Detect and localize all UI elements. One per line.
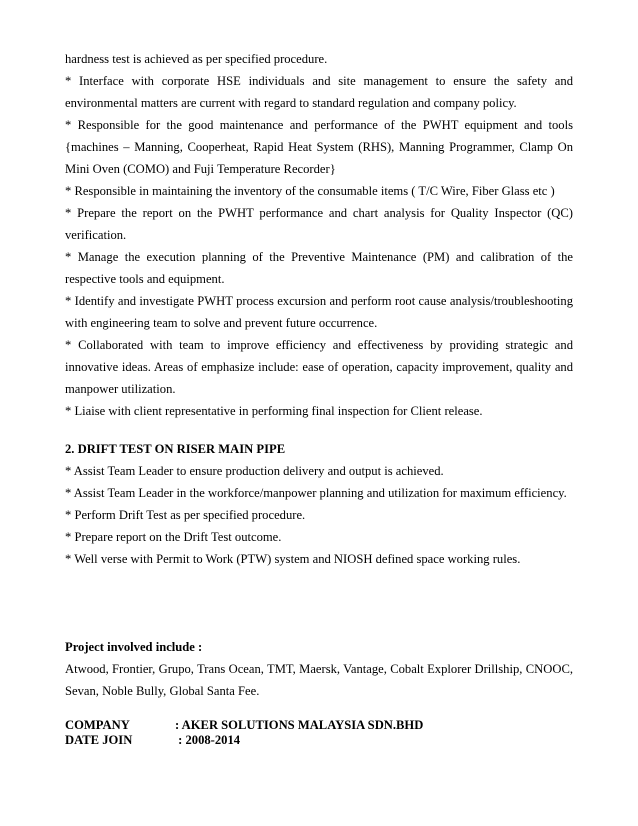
company-row	[65, 718, 573, 733]
section1-bullet: * Prepare the report on the PWHT performance and chart analysis for Quality Inspector (QC) verification.	[65, 206, 573, 242]
section2-heading: 2. DRIFT TEST ON RISER MAIN PIPE	[65, 442, 286, 456]
intro-line: hardness test is achieved as per specified procedure.	[65, 52, 328, 66]
company-label: COMPANY	[65, 718, 130, 732]
section1-bullet: * Responsible in maintaining the inventory of the consumable items ( T/C Wire, Fiber Glass etc )	[65, 184, 555, 198]
section1-bullet: * Identify and investigate PWHT process excursion and perform root cause analysis/troubleshooting with engineering team to solve and prevent future occurrence.	[65, 294, 573, 330]
section2-bullet: * Prepare report on the Drift Test outcome.	[65, 530, 282, 544]
date-join-value: : 2008-2014	[175, 733, 241, 747]
section1-bullet: * Manage the execution planning of the Preventive Maintenance (PM) and calibration of the respective tools and equipment.	[65, 250, 573, 286]
section1-bullet: * Liaise with client representative in performing final inspection for Client release.	[65, 404, 483, 418]
section2-bullet: * Perform Drift Test as per specified procedure.	[65, 508, 306, 522]
section1-bullet-list	[65, 70, 573, 422]
section2-bullet: * Well verse with Permit to Work (PTW) system and NIOSH defined space working rules.	[65, 552, 521, 566]
section1-bullet: * Interface with corporate HSE individuals and site management to ensure the safety and environmental matters are current with regard to standard regulation and company policy.	[65, 74, 573, 110]
section1-bullet: * Responsible for the good maintenance and performance of the PWHT equipment and tools {machines – Manning, Cooperheat, Rapid Heat System (RHS), Manning Programmer, Clamp On Mini Oven (COMO) and Fuji Temperature Recorder}	[65, 118, 573, 176]
section2-bullet: * Assist Team Leader in the workforce/manpower planning and utilization for maximum efficiency.	[65, 486, 567, 500]
date-join-row	[65, 733, 573, 748]
projects-heading: Project involved include :	[65, 640, 203, 654]
section2-bullet-list	[65, 460, 573, 570]
projects-text: Atwood, Frontier, Grupo, Trans Ocean, TMT, Maersk, Vantage, Cobalt Explorer Drillship, CNOOC, Sevan, Noble Bully, Global Santa Fee.	[65, 662, 573, 698]
date-join-label: DATE JOIN	[65, 733, 133, 747]
document-page	[65, 48, 573, 748]
section1-bullet: * Collaborated with team to improve efficiency and effectiveness by providing strategic and innovative ideas. Areas of emphasize include: ease of operation, capacity improvement, quality and manpower utilization.	[65, 338, 573, 396]
section2-bullet: * Assist Team Leader to ensure production delivery and output is achieved.	[65, 464, 444, 478]
company-value: : AKER SOLUTIONS MALAYSIA SDN.BHD	[175, 718, 424, 732]
